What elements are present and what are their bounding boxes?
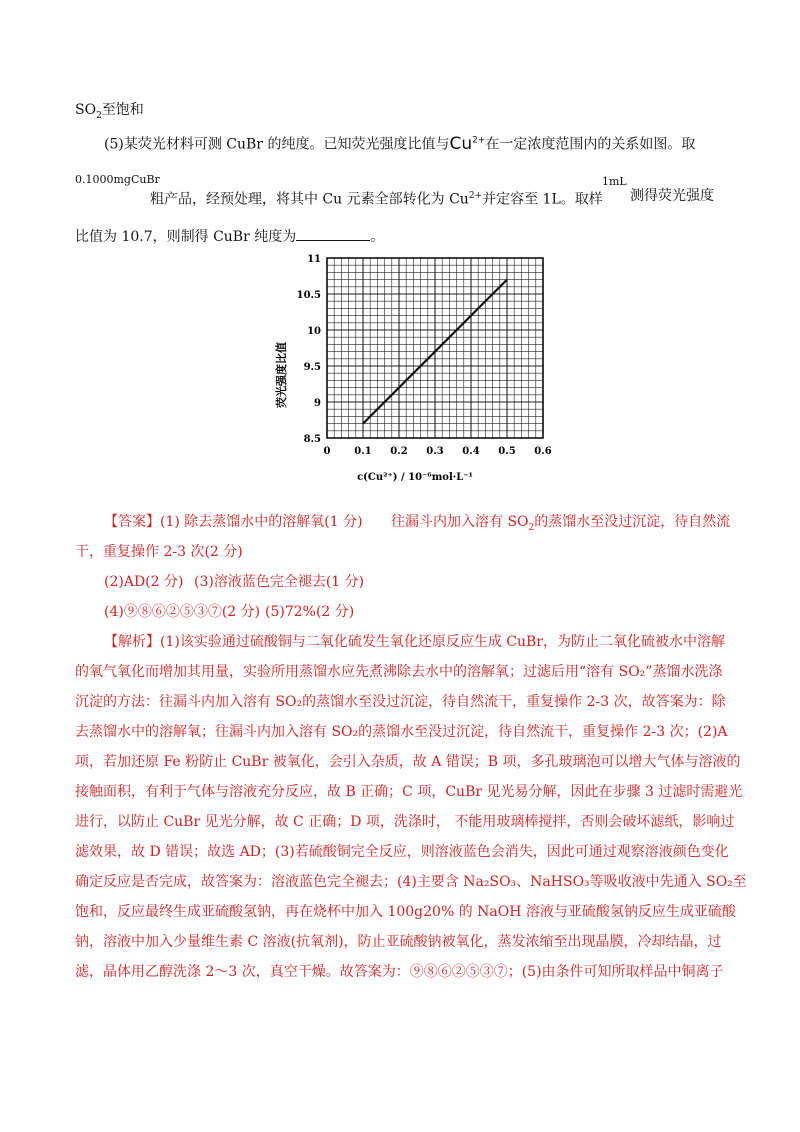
answer-1a: (1) 除去蒸馏水中的溶解氧(1 分) bbox=[160, 514, 363, 530]
answer-line-3b: (3)溶液蓝色完全褪去(1 分) bbox=[194, 574, 365, 590]
x-tick-label: 0.6 bbox=[534, 446, 552, 457]
answer-label: 【答案】 bbox=[104, 514, 160, 530]
analysis-line: 确定反应是否完成，故答案为：溶液蓝色完全褪去；(4)主要含 Na₂SO₃、NaHSO₃等吸收液中先通入 SO₂至 bbox=[75, 874, 747, 890]
sample-volume: 1mL bbox=[602, 175, 627, 188]
analysis-line: 钠，溶液中加入少量维生素 C 溶液(抗氧剂)，防止亚硫酸钠被氧化，蒸发浓缩至出现晶膜，冷却结晶，过 bbox=[75, 934, 722, 950]
x-tick-label: 0.1 bbox=[354, 446, 372, 457]
analysis-line: 进行，以防止 CuBr 见光分解，故 C 正确；D 项，洗涤时， 不能用玻璃棒搅拌，否则会破坏滤纸，影响过 bbox=[75, 814, 735, 830]
q5-text-4: 并定容至 1L。取样 bbox=[482, 191, 603, 208]
cu-ion bbox=[449, 134, 485, 154]
answer-blank bbox=[296, 226, 370, 241]
analysis-line: 沉淀的方法：往漏斗内加入溶有 SO₂的蒸馏水至没过沉淀，待自然流干，重复操作 2-3 次，故答案为：除 bbox=[75, 694, 726, 710]
answer-line-4a: (4)⑨⑧⑥②⑤③⑦(2 分) bbox=[104, 604, 261, 620]
answer-line-4b: (5)72%(2 分) bbox=[265, 604, 355, 620]
analysis-line: 滤效果，故 D 错误；故选 AD；(3)若硫酸铜完全反应，则溶液蓝色会消失，因此可通过观察溶液颜色变化 bbox=[75, 844, 729, 860]
chart-x-label: c(Cu²⁺) / 10⁻⁶mol·L⁻¹ bbox=[357, 472, 473, 483]
y-tick-label: 10.5 bbox=[296, 290, 321, 301]
answer-line-3a: (2)AD(2 分) bbox=[104, 574, 184, 590]
y-tick-label: 11 bbox=[307, 254, 321, 265]
answer-1b-sub: 2 bbox=[528, 522, 535, 533]
x-tick-label: 0.5 bbox=[498, 446, 516, 457]
y-tick-label: 9 bbox=[314, 398, 321, 409]
analysis-line: 滤，晶体用乙醇洗涤 2～3 次，真空干燥。故答案为：⑨⑧⑥②⑤③⑦；(5)由条件可知所取样品中铜离子 bbox=[75, 964, 724, 980]
so2-saturation-text bbox=[75, 100, 144, 126]
y-tick-label: 9.5 bbox=[303, 362, 321, 373]
q5-text-1: (5)某荧光材料可测 CuBr 的纯度。已知荧光强度比值与 bbox=[104, 136, 450, 153]
x-tick-label: 0 bbox=[323, 446, 331, 457]
so2-subscript: 2 bbox=[96, 110, 102, 121]
q5-end: 。 bbox=[370, 229, 385, 245]
answer-1b: 往漏斗内加入溶有 SO bbox=[391, 514, 529, 530]
cu-symbol: Cu bbox=[449, 133, 473, 154]
q5-text-3: 粗产品，经预处理，将其中 Cu 元素全部转化为 Cu bbox=[150, 191, 469, 208]
answer-1c: 的蒸馏水至没过沉淀，待自然流 bbox=[534, 514, 731, 530]
sample-mass: 0.1000mgCuBr bbox=[75, 173, 160, 186]
analysis-line: 项，若加还原 Fe 粉防止 CuBr 被氧化，会引入杂质，故 A 错误；B 项，多孔玻璃泡可以增大气体与溶液的 bbox=[75, 754, 741, 770]
x-tick-label: 0.4 bbox=[462, 446, 480, 457]
q5-text-2: 在一定浓度范围内的关系如图。取 bbox=[485, 136, 696, 153]
chart-y-label: 荧光强度比值 bbox=[275, 342, 288, 408]
question-5-line-1 bbox=[104, 130, 695, 155]
cu-charge: 2+ bbox=[472, 135, 486, 145]
y-tick-label: 10 bbox=[307, 326, 321, 337]
answer-line-1b bbox=[391, 512, 730, 538]
so2-suffix: 至饱和 bbox=[101, 102, 144, 118]
x-tick-label: 0.3 bbox=[426, 446, 444, 457]
question-5-line-3 bbox=[75, 226, 384, 247]
q5-text-6: 比值为 10.7，则制得 CuBr 纯度为 bbox=[75, 229, 297, 245]
q5-text-5: 测得荧光强度 bbox=[630, 188, 714, 204]
question-5-line-2 bbox=[150, 186, 603, 210]
analysis-line: 去蒸馏水中的溶解氧；往漏斗内加入溶有 SO₂的蒸馏水至没过沉淀，待自然流干，重复操作 2-3 次；(2)A bbox=[75, 724, 728, 740]
chart-grid bbox=[327, 258, 543, 438]
fluorescence-chart bbox=[270, 250, 570, 490]
y-tick-label: 8.5 bbox=[303, 434, 321, 445]
analysis-line: 【解析】(1)该实验通过硫酸铜与二氧化硫发生氧化还原反应生成 CuBr，为防止二氧化硫被水中溶解 bbox=[104, 634, 725, 650]
chart-ticks bbox=[297, 254, 552, 457]
answer-line-2: 干，重复操作 2-3 次(2 分) bbox=[75, 544, 243, 560]
cu-charge-2: 2+ bbox=[468, 191, 483, 201]
so2-formula: SO bbox=[75, 102, 97, 118]
analysis-line: 饱和，反应最终生成亚硫酸氢钠，再在烧杯中加入 100g20% 的 NaOH 溶液与亚硫酸氢钠反应生成亚硫酸 bbox=[75, 904, 736, 920]
x-tick-label: 0.2 bbox=[390, 446, 408, 457]
answer-line-1 bbox=[104, 512, 363, 532]
analysis-line: 的氧气氧化而增加其用量，实验所用蒸馏水应先煮沸除去水中的溶解氧；过滤后用“溶有 SO₂”蒸馏水洗涤 bbox=[75, 664, 723, 680]
analysis-line: 接触面积，有利于气体与溶液充分反应，故 B 正确；C 项，CuBr 见光易分解，因此在步骤 3 过滤时需避光 bbox=[75, 784, 743, 800]
